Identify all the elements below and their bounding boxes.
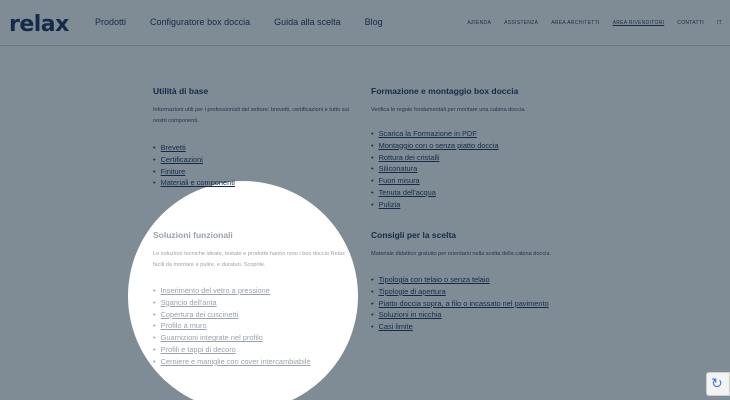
link-list	[371, 128, 601, 211]
main-nav	[95, 17, 383, 27]
section-utilita	[153, 86, 353, 189]
list-item[interactable]	[153, 285, 349, 297]
list-item[interactable]	[371, 128, 601, 140]
list-item[interactable]	[153, 344, 349, 356]
list-item[interactable]	[371, 152, 601, 164]
list-item[interactable]	[371, 175, 601, 187]
util-language[interactable]: IT	[716, 20, 722, 26]
relax-logo[interactable]: relax	[9, 12, 69, 37]
list-item[interactable]	[371, 163, 601, 175]
link-finiture[interactable]: Finiture	[160, 166, 186, 176]
link-montaggio[interactable]: Montaggio con o senza piatto doccia	[378, 140, 499, 150]
link-siliconatura[interactable]: Siliconatura	[378, 164, 418, 174]
link-piatto-doccia[interactable]: Piatto doccia sopra, a filo o incassato nel pavimento	[378, 298, 549, 308]
link-inserimento-vetro[interactable]: Inserimento del vetro a pressione	[160, 286, 270, 295]
section-description: Informazioni utili per i professionisti del settore: brevetti, certificazioni e tutto sui nostri componenti.	[153, 107, 349, 124]
util-area-architetti[interactable]: AREA ARCHITETTI	[551, 20, 600, 26]
link-fuori-misura[interactable]: Fuori misura	[378, 176, 420, 186]
list-item[interactable]	[153, 320, 349, 332]
link-tipologia-telaio[interactable]: Tipologia con telaio o senza telaio	[378, 275, 490, 284]
list-item[interactable]	[371, 199, 601, 211]
list-item[interactable]	[153, 297, 349, 309]
util-azienda[interactable]: AZIENDA	[467, 20, 492, 26]
link-profilo-muro[interactable]: Profilo a muro	[160, 321, 207, 331]
section-soluzioni	[153, 230, 349, 368]
link-guarnizioni[interactable]: Guarnizioni integrate nel profilo	[160, 333, 263, 343]
section-title: Formazione e montaggio box doccia	[371, 86, 519, 96]
list-item[interactable]	[153, 154, 353, 166]
nav-configuratore[interactable]: Configuratore box doccia	[150, 17, 251, 27]
list-item[interactable]	[371, 309, 611, 321]
list-item[interactable]	[153, 332, 349, 344]
list-item[interactable]	[371, 286, 611, 298]
section-title: Consigli per la scelta	[371, 230, 457, 240]
recaptcha-badge[interactable]	[706, 372, 730, 396]
util-area-rivenditori[interactable]: AREA RIVENDITORI	[612, 20, 665, 26]
link-certificazioni[interactable]: Certificazioni	[160, 154, 203, 164]
link-rottura[interactable]: Rottura dei cristalli	[378, 152, 440, 162]
link-soluzioni-nicchia[interactable]: Soluzioni in nicchia	[378, 310, 442, 320]
link-formazione-pdf[interactable]: Scarica la Formazione in PDF	[378, 129, 477, 138]
list-item[interactable]	[371, 140, 601, 152]
list-item[interactable]	[371, 274, 611, 286]
link-list	[153, 142, 353, 189]
link-casi-limite[interactable]: Casi limite	[378, 322, 413, 332]
list-item[interactable]	[153, 309, 349, 321]
utility-nav	[467, 20, 722, 26]
list-item[interactable]	[371, 298, 611, 310]
list-item[interactable]	[153, 142, 353, 154]
link-pulizia[interactable]: Pulizia	[378, 199, 401, 209]
link-materiali[interactable]: Materiali e componenti	[160, 178, 235, 188]
nav-blog[interactable]: Blog	[364, 17, 383, 27]
list-item[interactable]	[153, 166, 353, 178]
util-assistenza[interactable]: ASSISTENZA	[504, 20, 539, 26]
section-title: Utilità di base	[153, 86, 209, 96]
list-item[interactable]	[371, 321, 611, 333]
link-brevetti[interactable]: Brevetti	[160, 143, 186, 152]
util-contatti[interactable]: CONTATTI	[677, 20, 704, 26]
section-description: Le soluzioni tecniche ideate, testate e prodotte hanno reso i box doccia Relax facili da montare e pulire, e duraturi. Scoprile.	[153, 251, 345, 268]
link-copertura-cuscinetti[interactable]: Copertura dei cuscinetti	[160, 309, 239, 319]
nav-prodotti[interactable]: Prodotti	[95, 17, 127, 27]
section-description: Verifica le regole fondamentali per montare una cabina doccia.	[371, 107, 526, 113]
link-sgancio-anta[interactable]: Sgancio dell'anta	[160, 297, 217, 307]
link-tenuta[interactable]: Tenuta dell'acqua	[378, 187, 436, 197]
link-cerniere-maniglie[interactable]: Cerniere e maniglie con cover intercambiabile	[160, 356, 311, 366]
link-list	[371, 274, 611, 333]
link-profili-tappi[interactable]: Profili e tappi di decoro	[160, 344, 236, 354]
section-consigli	[371, 230, 611, 333]
site-header	[0, 0, 730, 46]
link-tipologie-apertura[interactable]: Tipologie di apertura	[378, 286, 446, 296]
section-title: Soluzioni funzionali	[153, 230, 233, 240]
nav-guida[interactable]: Guida alla scelta	[274, 17, 341, 27]
list-item[interactable]	[153, 177, 353, 189]
section-description: Materiale didattico gratuito per orientarsi nella scelta della cabina doccia.	[371, 251, 552, 257]
link-list	[153, 285, 349, 368]
section-formazione	[371, 86, 601, 211]
list-item[interactable]	[371, 187, 601, 199]
recaptcha-icon: ↻	[711, 375, 723, 391]
list-item[interactable]	[153, 356, 349, 368]
